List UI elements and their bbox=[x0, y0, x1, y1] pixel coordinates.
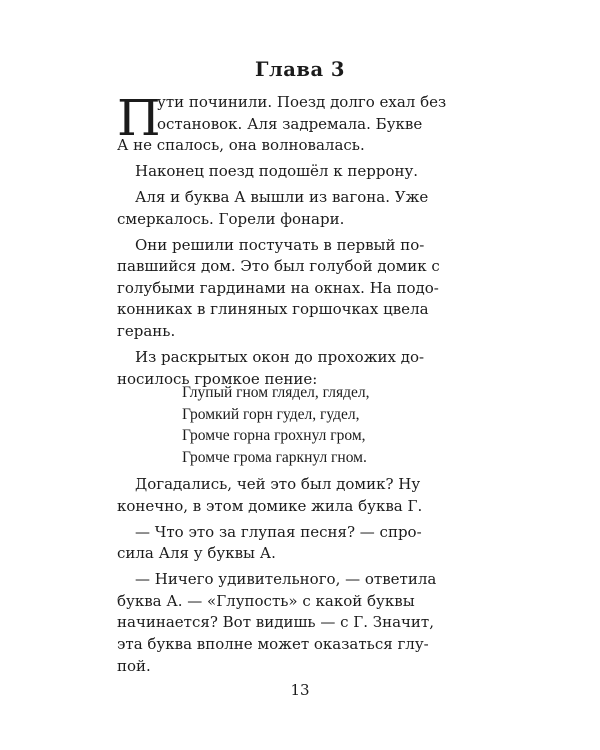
body-text-3 bbox=[117, 474, 479, 677]
opening-paragraph bbox=[157, 92, 479, 135]
text-line: ути починили. Поезд долго ехал без bbox=[157, 93, 447, 111]
poem-line: Глупый гном глядел, глядел, bbox=[182, 384, 370, 401]
poem-stanza bbox=[182, 382, 369, 468]
text-line: — Ничего удивительного, — ответила bbox=[135, 570, 437, 589]
poem-line: Громкий горн гудел, гудел, bbox=[182, 405, 360, 423]
text-line: сила Аля у буквы А. bbox=[117, 544, 276, 563]
text-line: пой. bbox=[117, 656, 151, 675]
text-line: смеркалось. Горели фонари. bbox=[117, 209, 345, 228]
chapter-title: Глава 3 bbox=[255, 58, 345, 81]
text-line: герань. bbox=[117, 321, 176, 340]
text-line: буква А. — «Глупость» с какой буквы bbox=[117, 591, 415, 610]
text-line: Аля и буква А вышли из вагона. Уже bbox=[135, 187, 429, 206]
text-line: голубыми гардинами на окнах. На подо- bbox=[117, 278, 439, 297]
text-line: Из раскрытых окон до прохожих до- bbox=[135, 347, 425, 366]
page-number: 13 bbox=[290, 681, 310, 699]
text-line: Они решили постучать в первый по- bbox=[135, 235, 425, 254]
text-line: Догадались, чей это был домик? Ну bbox=[135, 475, 421, 493]
poem-line: Громче грома гаркнул гном. bbox=[182, 448, 367, 466]
text-line: начинается? Вот видишь — с Г. Значит, bbox=[117, 613, 434, 632]
body-text-2 bbox=[117, 161, 479, 390]
text-line: павшийся дом. Это был голубой домик с bbox=[117, 257, 440, 276]
text-line: конниках в глиняных горшочках цвела bbox=[117, 300, 429, 319]
text-line: — Что это за глупая песня? — спро- bbox=[135, 522, 422, 541]
text-line: конечно, в этом домике жила буква Г. bbox=[117, 496, 423, 515]
body-text-1 bbox=[117, 135, 479, 157]
text-line: остановок. Аля задремала. Букве bbox=[157, 114, 423, 133]
poem-line: Громче горна грохнул гром, bbox=[182, 427, 366, 445]
text-line: А не спалось, она волновалась. bbox=[117, 136, 365, 155]
text-line: эта буква вполне может оказаться глу- bbox=[117, 634, 429, 653]
drop-cap: П bbox=[117, 89, 161, 147]
text-line: Наконец поезд подошёл к перрону. bbox=[135, 162, 419, 180]
text-line: носилось громкое пение: bbox=[117, 369, 318, 388]
